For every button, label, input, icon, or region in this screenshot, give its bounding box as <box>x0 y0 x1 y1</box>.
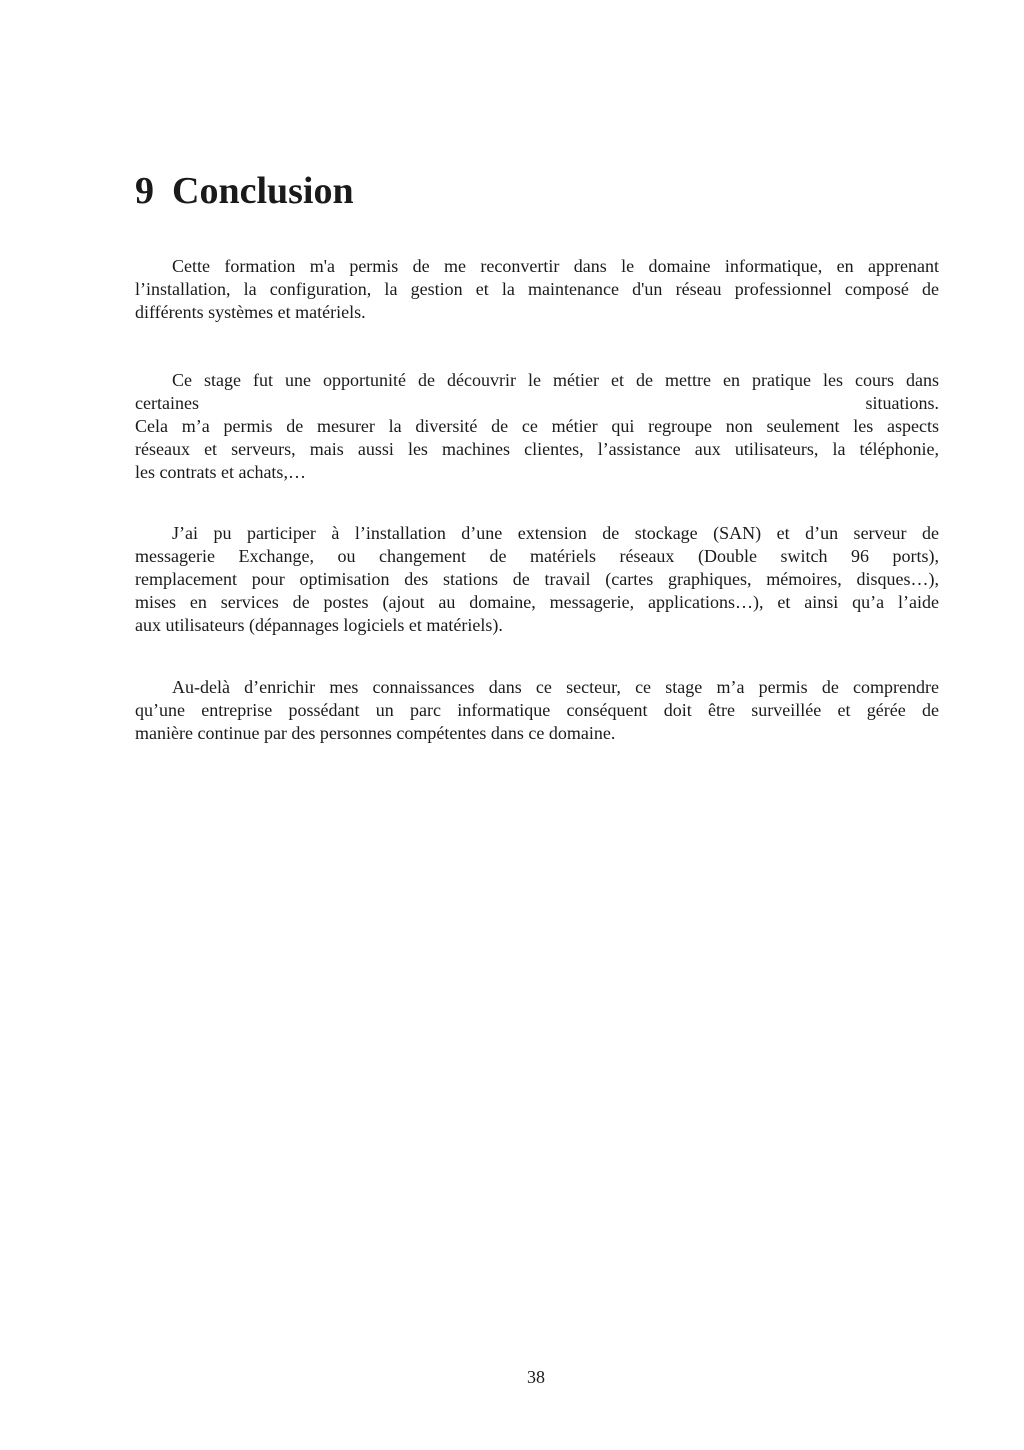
paragraph-internship <box>135 369 939 484</box>
paragraph-line: différents systèmes et matériels. <box>135 302 366 322</box>
paragraph-line: Cela m’a permis de mesurer la diversité de ce métier qui regroupe non seulement les aspects <box>135 416 939 436</box>
paragraph-training <box>135 255 939 324</box>
paragraph-line: les contrats et achats,… <box>135 462 306 482</box>
paragraph-line: Cette formation m'a permis de me reconvertir dans le domaine informatique, en apprenant <box>172 256 939 276</box>
section-title: Conclusion <box>172 170 354 212</box>
paragraph-line: J’ai pu participer à l’installation d’une extension de stockage (SAN) et d’un serveur de <box>172 523 939 543</box>
paragraph-line: messagerie Exchange, ou changement de matériels réseaux (Double switch 96 ports), <box>135 546 939 566</box>
section-number: 9 <box>135 170 154 212</box>
page-number: 38 <box>527 1367 545 1387</box>
paragraph-line: Au-delà d’enrichir mes connaissances dans ce secteur, ce stage m’a permis de comprendre <box>172 677 939 697</box>
paragraph-line: Ce stage fut une opportunité de découvrir le métier et de mettre en pratique les cours dans <box>172 370 939 390</box>
section-heading <box>135 168 354 214</box>
paragraph-line: aux utilisateurs (dépannages logiciels et matériels). <box>135 615 503 635</box>
paragraph-line: manière continue par des personnes compétentes dans ce domaine. <box>135 723 616 743</box>
paragraph-line: réseaux et serveurs, mais aussi les machines clientes, l’assistance aux utilisateurs, la téléphonie, <box>135 439 939 459</box>
paragraph-summary <box>135 676 939 745</box>
paragraph-tasks <box>135 522 939 637</box>
paragraph-line: certaines situations. <box>135 393 939 413</box>
paragraph-line: remplacement pour optimisation des stations de travail (cartes graphiques, mémoires, disques…), <box>135 569 939 589</box>
paragraph-line: mises en services de postes (ajout au domaine, messagerie, applications…), et ainsi qu’a l’aide <box>135 592 939 612</box>
paragraph-line: l’installation, la configuration, la gestion et la maintenance d'un réseau professionnel composé de <box>135 279 939 299</box>
paragraph-line: qu’une entreprise possédant un parc informatique conséquent doit être surveillée et gérée de <box>135 700 939 720</box>
